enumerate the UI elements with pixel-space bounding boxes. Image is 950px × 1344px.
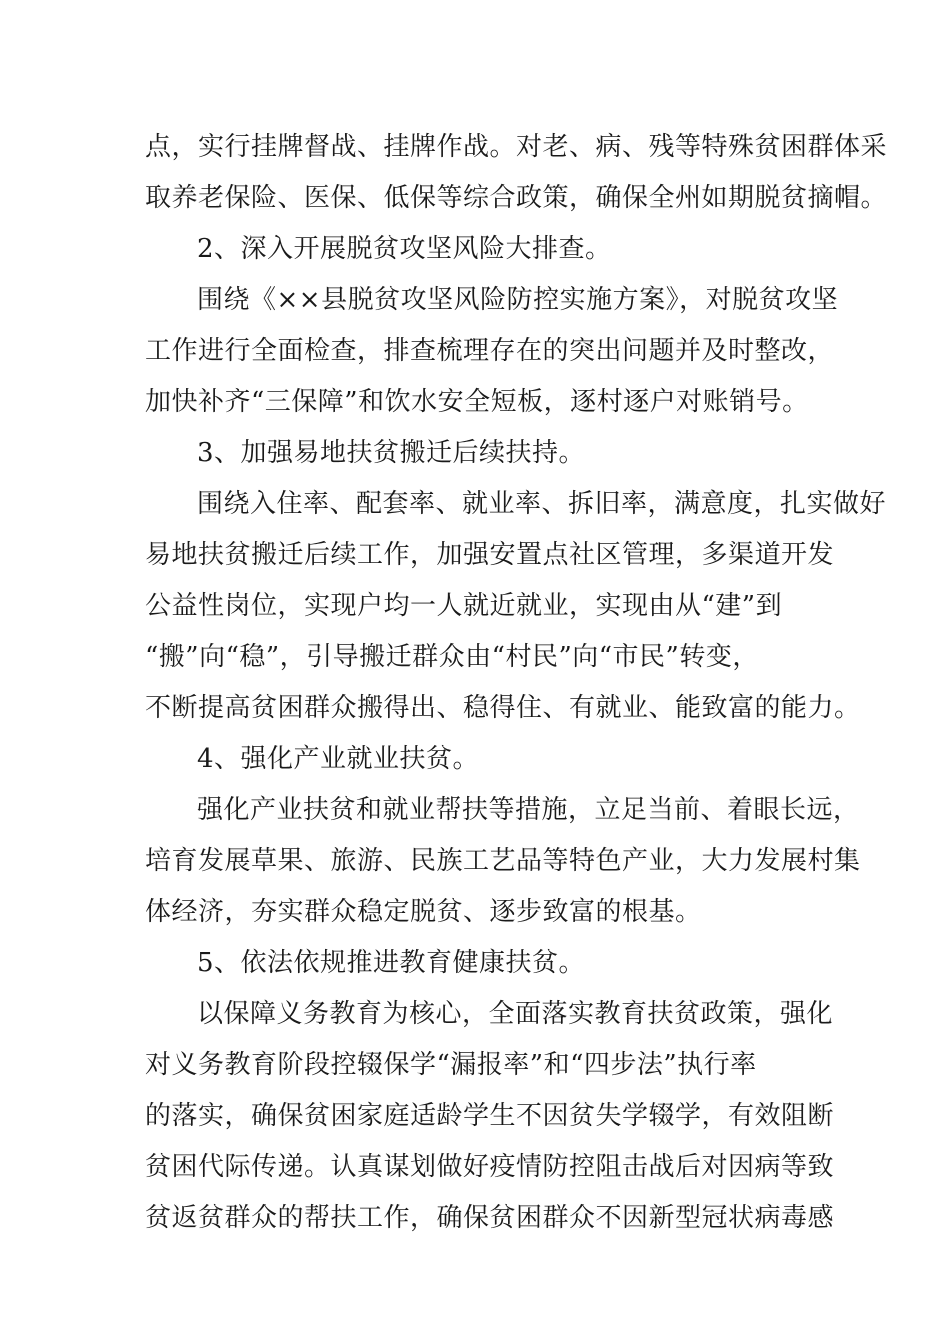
text-line: 加快补齐“三保障”和饮水安全短板，逐村逐户对账销号。 bbox=[145, 387, 809, 417]
text-line: “搬”向“稳”，引导搬迁群众由“村民”向“市民”转变， bbox=[145, 642, 759, 672]
text-line: 不断提高贫困群众搬得出、稳得住、有就业、能致富的能力。 bbox=[145, 693, 861, 723]
text-line: 培育发展草果、旅游、民族工艺品等特色产业，大力发展村集 bbox=[145, 846, 861, 876]
text-line: 易地扶贫搬迁后续工作，加强安置点社区管理，多渠道开发 bbox=[145, 540, 835, 570]
text-line: 对义务教育阶段控辍保学“漏报率”和“四步法”执行率 bbox=[145, 1050, 757, 1080]
section-heading-2: 2、深入开展脱贫攻坚风险大排查。 bbox=[197, 234, 612, 264]
text-line: 强化产业扶贫和就业帮扶等措施，立足当前、着眼长远， bbox=[197, 795, 860, 825]
text-line: 点，实行挂牌督战、挂牌作战。对老、病、残等特殊贫困群体采 bbox=[145, 132, 888, 162]
text-line: 以保障义务教育为核心，全面落实教育扶贫政策，强化 bbox=[197, 999, 834, 1029]
text-line: 公益性岗位，实现户均一人就近就业，实现由从“建”到 bbox=[145, 591, 783, 621]
text-line: 的落实，确保贫困家庭适龄学生不因贫失学辍学，有效阻断 bbox=[145, 1101, 835, 1131]
text-line: 贫返贫群众的帮扶工作，确保贫困群众不因新型冠状病毒感 bbox=[145, 1203, 835, 1233]
text-line: 体经济，夯实群众稳定脱贫、逐步致富的根基。 bbox=[145, 897, 702, 927]
section-heading-5: 5、依法依规推进教育健康扶贫。 bbox=[197, 948, 586, 978]
text-line: 贫困代际传递。认真谋划做好疫情防控阻击战后对因病等致 bbox=[145, 1152, 835, 1182]
section-heading-4: 4、强化产业就业扶贫。 bbox=[197, 744, 480, 774]
text-line: 取养老保险、医保、低保等综合政策，确保全州如期脱贫摘帽。 bbox=[145, 183, 888, 213]
section-heading-3: 3、加强易地扶贫搬迁后续扶持。 bbox=[197, 438, 586, 468]
document-body bbox=[145, 122, 888, 1244]
text-line: 围绕《××县脱贫攻坚风险防控实施方案》，对脱贫攻坚 bbox=[197, 285, 839, 315]
text-line: 围绕入住率、配套率、就业率、拆旧率，满意度，扎实做好 bbox=[197, 489, 887, 519]
text-line: 工作进行全面检查，排查梳理存在的突出问题并及时整改， bbox=[145, 336, 835, 366]
